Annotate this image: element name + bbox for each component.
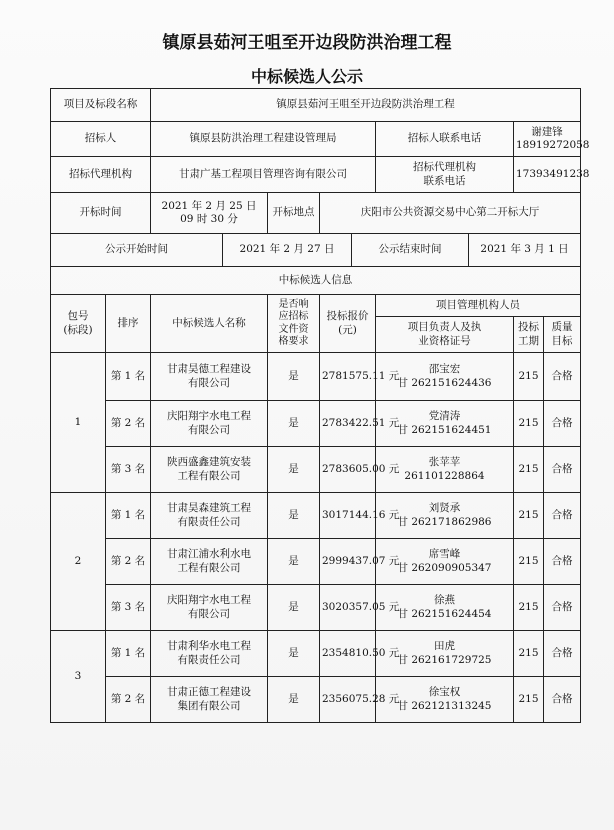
tenderer-name: 镇原县防洪治理工程建设管理局 bbox=[151, 122, 376, 157]
candidate-name-line2: 有限责任公司 bbox=[177, 515, 241, 528]
candidate-price: 2354810.50 元 bbox=[320, 631, 376, 677]
candidate-period: 215 bbox=[514, 447, 544, 493]
agency-contact-label-line1: 招标代理机构 bbox=[413, 161, 476, 174]
table-row bbox=[51, 631, 581, 677]
header-leader-line1: 项目负责人及执 bbox=[407, 321, 482, 334]
candidate-responsive: 是 bbox=[268, 585, 320, 631]
candidate-rank: 第 1 名 bbox=[106, 493, 151, 539]
candidate-name-line1: 甘肃昊德工程建设 bbox=[167, 363, 251, 376]
header-responsive-line2: 应招标 bbox=[278, 311, 309, 322]
publicity-start-label: 公示开始时间 bbox=[51, 234, 223, 267]
candidate-name bbox=[151, 585, 268, 631]
candidate-price: 2783605.00 元 bbox=[320, 447, 376, 493]
header-price-line2: (元) bbox=[338, 323, 357, 336]
candidate-period: 215 bbox=[514, 631, 544, 677]
candidate-name-line1: 陕西盛鑫建筑安装 bbox=[167, 456, 251, 469]
row-opening bbox=[51, 193, 581, 234]
candidate-period: 215 bbox=[514, 353, 544, 401]
candidate-leader-cert: 甘 262161729725 bbox=[397, 653, 492, 666]
opening-place-label: 开标地点 bbox=[268, 193, 320, 234]
candidate-leader-name: 张苹苹 bbox=[428, 456, 461, 469]
candidate-name bbox=[151, 447, 268, 493]
candidate-quality: 合格 bbox=[544, 353, 581, 401]
candidate-name-line2: 有限公司 bbox=[188, 607, 230, 620]
candidate-name-line1: 甘肃利华水电工程 bbox=[167, 640, 251, 653]
table-row bbox=[51, 493, 581, 539]
package-number: 3 bbox=[51, 631, 106, 723]
candidate-responsive: 是 bbox=[268, 353, 320, 401]
candidate-leader-cert: 甘 262151624454 bbox=[397, 607, 492, 620]
candidate-leader-cert: 甘 262171862986 bbox=[397, 515, 492, 528]
candidate-name-line2: 工程有限公司 bbox=[177, 561, 241, 574]
header-candidate-name: 中标候选人名称 bbox=[151, 295, 268, 353]
publicity-end-label: 公示结束时间 bbox=[352, 234, 469, 267]
header-period bbox=[514, 317, 544, 353]
row-info-header bbox=[51, 267, 581, 295]
candidate-period: 215 bbox=[514, 493, 544, 539]
opening-clock: 09 时 30 分 bbox=[180, 213, 238, 225]
candidate-period: 215 bbox=[514, 539, 544, 585]
candidate-period: 215 bbox=[514, 401, 544, 447]
header-responsive-line1: 是否响 bbox=[278, 298, 309, 310]
tenderer-contact-label: 招标人联系电话 bbox=[376, 122, 514, 157]
candidate-name-line2: 有限公司 bbox=[188, 423, 230, 436]
tenderer-contact-name: 谢建锋 bbox=[531, 125, 563, 138]
candidate-responsive: 是 bbox=[268, 493, 320, 539]
publicity-end: 2021 年 3 月 1 日 bbox=[469, 234, 581, 267]
header-period-line2: 工期 bbox=[518, 334, 539, 347]
tenderer-label: 招标人 bbox=[51, 122, 151, 157]
header-package bbox=[51, 295, 106, 353]
candidate-leader-name: 席雪峰 bbox=[428, 548, 461, 561]
candidate-quality: 合格 bbox=[544, 539, 581, 585]
candidate-leader-cert: 甘 262090905347 bbox=[397, 561, 492, 574]
candidate-name bbox=[151, 401, 268, 447]
opening-time bbox=[151, 193, 268, 234]
agency-label: 招标代理机构 bbox=[51, 157, 151, 193]
candidate-name-line2: 有限公司 bbox=[188, 376, 230, 389]
document-subtitle: 中标候选人公示 bbox=[250, 67, 363, 86]
candidate-name-line1: 庆阳翔宇水电工程 bbox=[167, 594, 251, 607]
header-responsive bbox=[268, 295, 320, 353]
candidate-name-line1: 甘肃昊森建筑工程 bbox=[167, 502, 251, 515]
candidate-quality: 合格 bbox=[544, 631, 581, 677]
header-quality bbox=[544, 317, 581, 353]
candidate-responsive: 是 bbox=[268, 631, 320, 677]
candidate-name-line1: 甘肃正德工程建设 bbox=[167, 686, 251, 699]
candidate-name-line2: 有限责任公司 bbox=[177, 653, 241, 666]
agency-contact-label bbox=[376, 157, 514, 193]
header-package-line1: 包号 bbox=[67, 310, 89, 323]
candidate-quality: 合格 bbox=[544, 401, 581, 447]
row-tenderer bbox=[51, 122, 581, 157]
table-row bbox=[51, 401, 581, 447]
candidate-quality: 合格 bbox=[544, 585, 581, 631]
header-leader-line2: 业资格证号 bbox=[418, 334, 471, 347]
candidate-name-line1: 庆阳翔宇水电工程 bbox=[167, 410, 251, 423]
candidate-price: 3017144.16 元 bbox=[320, 493, 376, 539]
candidate-responsive: 是 bbox=[268, 401, 320, 447]
table-row bbox=[51, 539, 581, 585]
package-number: 1 bbox=[51, 353, 106, 493]
agency-name: 甘肃广基工程项目管理咨询有限公司 bbox=[151, 157, 376, 193]
candidate-rank: 第 2 名 bbox=[106, 677, 151, 723]
candidate-price: 2783422.51 元 bbox=[320, 401, 376, 447]
candidate-price: 2781575.11 元 bbox=[320, 353, 376, 401]
header-period-line1: 投标 bbox=[518, 321, 539, 334]
header-staff: 项目管理机构人员 bbox=[376, 295, 581, 317]
candidate-leader-name: 党清涛 bbox=[428, 410, 461, 423]
candidate-name-line1: 甘肃江浦水利水电 bbox=[167, 548, 251, 561]
candidate-name bbox=[151, 539, 268, 585]
opening-date: 2021 年 2 月 25 日 bbox=[161, 199, 257, 212]
candidate-name-line2: 工程有限公司 bbox=[177, 469, 241, 482]
candidate-rank: 第 1 名 bbox=[106, 353, 151, 401]
candidate-price: 3020357.05 元 bbox=[320, 585, 376, 631]
candidate-name bbox=[151, 677, 268, 723]
project-name: 镇原县茹河王咀至开边段防洪治理工程 bbox=[151, 89, 581, 122]
table-row bbox=[51, 447, 581, 493]
header-price-line1: 投标报价 bbox=[326, 310, 369, 323]
table-body bbox=[51, 89, 590, 723]
header-responsive-line4: 格要求 bbox=[278, 336, 309, 347]
document-title: 镇原县茹河王咀至开边段防洪治理工程 bbox=[162, 33, 452, 53]
candidate-quality: 合格 bbox=[544, 493, 581, 539]
candidate-name bbox=[151, 631, 268, 677]
publicity-table bbox=[50, 88, 590, 723]
candidate-leader-name: 徐燕 bbox=[434, 594, 455, 607]
candidate-leader-cert: 甘 262151624436 bbox=[397, 376, 492, 389]
candidate-leader-name: 田虎 bbox=[434, 640, 455, 653]
candidate-leader-name: 邵宝宏 bbox=[428, 363, 461, 376]
row-project bbox=[51, 89, 581, 122]
candidate-name bbox=[151, 493, 268, 539]
candidate-quality: 合格 bbox=[544, 677, 581, 723]
opening-time-label: 开标时间 bbox=[51, 193, 151, 234]
header-responsive-line3: 文件资 bbox=[278, 323, 309, 335]
candidate-rank: 第 3 名 bbox=[106, 447, 151, 493]
candidate-period: 215 bbox=[514, 585, 544, 631]
package-number: 2 bbox=[51, 493, 106, 631]
agency-contact-label-line2: 联系电话 bbox=[423, 174, 466, 187]
row-publicity bbox=[51, 234, 581, 267]
publicity-start: 2021 年 2 月 27 日 bbox=[223, 234, 352, 267]
row-column-header-1 bbox=[51, 295, 581, 317]
candidate-leader-name: 徐宝权 bbox=[428, 686, 461, 699]
header-leader bbox=[376, 317, 514, 353]
candidate-period: 215 bbox=[514, 677, 544, 723]
candidate-responsive: 是 bbox=[268, 677, 320, 723]
candidate-leader-cert: 甘 262121313245 bbox=[397, 699, 492, 712]
candidate-responsive: 是 bbox=[268, 447, 320, 493]
project-label: 项目及标段名称 bbox=[51, 89, 151, 122]
candidate-price: 2356075.28 元 bbox=[320, 677, 376, 723]
candidate-name-line2: 集团有限公司 bbox=[177, 699, 241, 712]
agency-contact-phone: 17393491238 bbox=[514, 157, 581, 193]
header-package-line2: (标段) bbox=[63, 323, 93, 336]
table-row bbox=[51, 677, 581, 723]
header-rank: 排序 bbox=[106, 295, 151, 353]
candidate-leader-cert: 261101228864 bbox=[404, 469, 485, 482]
opening-place: 庆阳市公共资源交易中心第二开标大厅 bbox=[320, 193, 581, 234]
candidate-name bbox=[151, 353, 268, 401]
candidate-rank: 第 2 名 bbox=[106, 539, 151, 585]
header-price bbox=[320, 295, 376, 353]
table-row bbox=[51, 585, 581, 631]
tenderer-contact bbox=[514, 122, 590, 157]
candidate-leader-name: 刘贤承 bbox=[428, 502, 461, 515]
candidate-rank: 第 2 名 bbox=[106, 401, 151, 447]
candidate-rank: 第 3 名 bbox=[106, 585, 151, 631]
candidate-quality: 合格 bbox=[544, 447, 581, 493]
tenderer-contact-phone: 18919272058 bbox=[516, 139, 590, 151]
candidate-leader-cert: 甘 262151624451 bbox=[397, 423, 492, 436]
candidate-price: 2999437.07 元 bbox=[320, 539, 376, 585]
row-agency bbox=[51, 157, 581, 193]
candidate-rank: 第 1 名 bbox=[106, 631, 151, 677]
table-row bbox=[51, 353, 581, 401]
header-quality-line2: 目标 bbox=[551, 334, 573, 347]
candidate-info-header: 中标候选人信息 bbox=[51, 267, 581, 295]
candidate-responsive: 是 bbox=[268, 539, 320, 585]
header-quality-line1: 质量 bbox=[551, 321, 573, 334]
